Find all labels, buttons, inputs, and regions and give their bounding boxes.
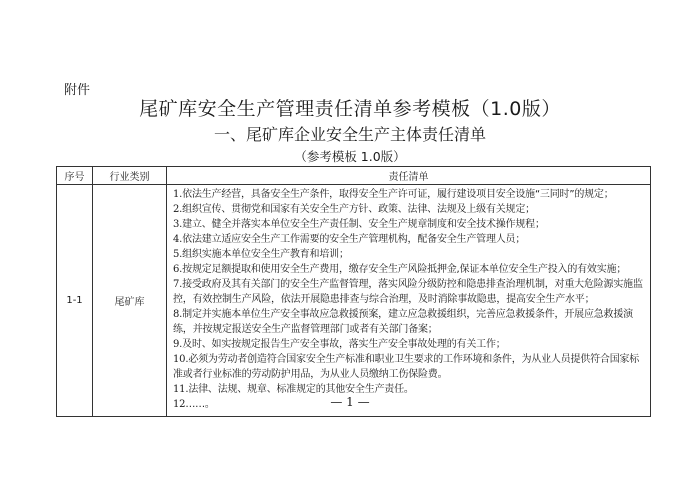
list-item (173, 337, 646, 352)
item-number: 1. (173, 189, 183, 200)
list-item (173, 307, 646, 337)
item-text: 及时、如实按规定报告生产安全事故，落实生产安全事故处理的有关工作； (182, 339, 506, 350)
item-number: 11. (173, 384, 189, 395)
header-responsibility-list: 责任清单 (167, 167, 651, 185)
table-row (57, 185, 651, 417)
document-title: 尾矿库安全生产管理责任清单参考模板（1.0版） (139, 98, 561, 120)
item-text: 接受政府及其有关部门的安全生产监督管理，落实风险分级防控和隐患排查治理机制，对重大危险源实施监控，有效控制生产风险，依法开展隐患排查与综合治理，及时消除事故隐患，提高安全生产水平； (173, 279, 643, 305)
item-number: 10. (173, 354, 189, 365)
item-text: 依法建立适应安全生产工作需要的安全生产管理机构，配备安全生产管理人员； (182, 234, 526, 245)
list-item (173, 217, 646, 232)
item-number: 9. (173, 339, 183, 350)
item-number: 12 (173, 399, 186, 410)
item-text: 建立、健全并落实本单位安全生产责任制、安全生产规章制度和安全技术操作规程； (182, 219, 545, 230)
page-number: — 1 — (330, 395, 370, 409)
list-item (173, 247, 646, 262)
responsibility-list (167, 185, 651, 417)
header-seq: 序号 (57, 167, 93, 185)
list-item (173, 202, 646, 217)
item-number: 4. (173, 234, 183, 245)
item-text: 依法生产经营，具备安全生产条件，取得安全生产许可证，履行建设项目安全设施“三同时”的规定； (182, 189, 614, 200)
table-header-row (57, 167, 651, 185)
item-number: 2. (173, 204, 183, 215)
row-category: 尾矿库 (93, 185, 167, 417)
list-item (173, 187, 646, 202)
item-number: 5. (173, 249, 183, 260)
item-text: ……。 (185, 399, 215, 410)
row-seq: 1-1 (57, 185, 93, 417)
list-item (173, 262, 646, 277)
item-text: 法律、法规、规章、标准规定的其他安全生产责任。 (188, 384, 414, 395)
template-version: （参考模板 1.0版） (294, 149, 406, 164)
item-number: 7. (173, 279, 183, 290)
list-item (173, 232, 646, 247)
list-item (173, 277, 646, 307)
item-text: 按规定足额提取和使用安全生产费用，缴存安全生产风险抵押金,保证本单位安全生产投入的有效实施； (182, 264, 627, 275)
list-item (173, 352, 646, 382)
item-number: 6. (173, 264, 183, 275)
item-text: 制定并实施本单位生产安全事故应急救援预案，建立应急救援组织，完善应急救援条件，开展应急救援演练，并按规定报送安全生产监督管理部门或者有关部门备案； (173, 309, 633, 335)
item-text: 组织实施本单位安全生产教育和培训； (182, 249, 349, 260)
item-text: 组织宣传、贯彻党和国家有关安全生产方针、政策、法律、法规及上级有关规定； (182, 204, 535, 215)
section-subtitle: 一、尾矿库企业安全生产主体责任清单 (213, 125, 486, 144)
attachment-label: 附件 (64, 83, 91, 98)
item-text: 必须为劳动者创造符合国家安全生产标准和职业卫生要求的工作环境和条件，为从业人员提供符合国家标准或者行业标准的劳动防护用品，为从业人员缴纳工伤保险费。 (173, 354, 640, 380)
item-number: 3. (173, 219, 183, 230)
header-category: 行业类别 (93, 167, 167, 185)
item-number: 8. (173, 309, 183, 320)
responsibility-table (56, 166, 651, 417)
